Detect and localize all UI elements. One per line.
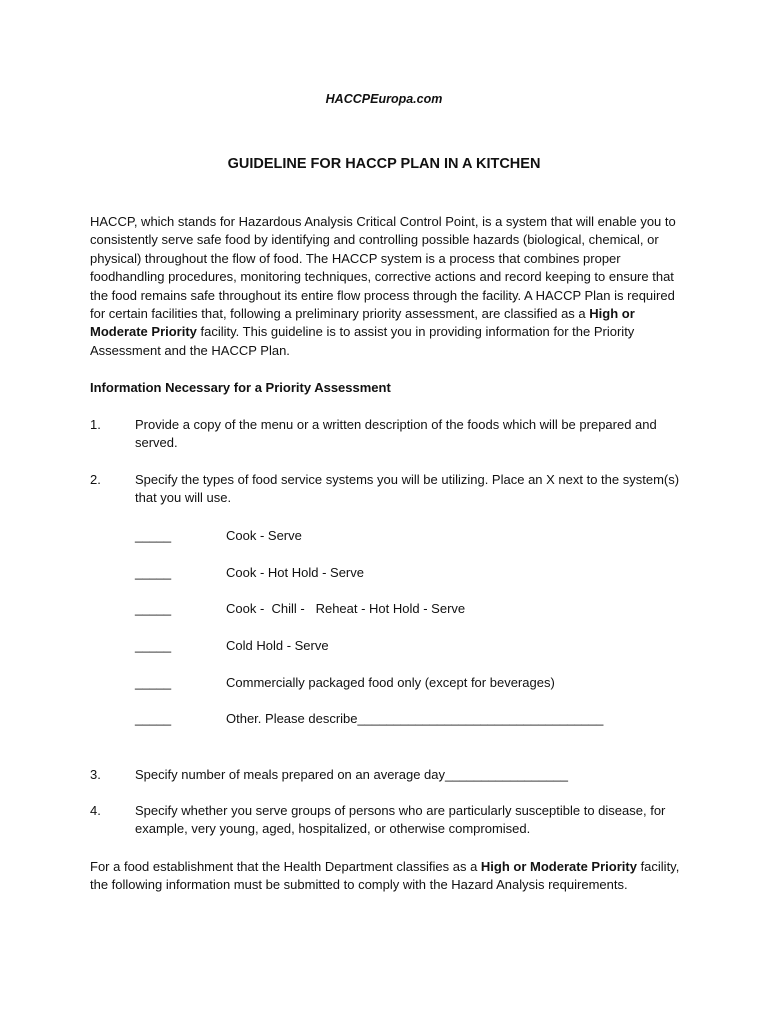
list-item-number: 1.	[90, 417, 101, 432]
option-blank[interactable]: _____	[135, 711, 172, 726]
option-blank[interactable]: _____	[135, 565, 172, 580]
list-item-number: 4.	[90, 803, 101, 818]
intro-bold-priority: High or Moderate Priority	[90, 306, 635, 340]
list-item-number: 3.	[90, 767, 101, 782]
option-label: Cold Hold - Serve	[226, 638, 329, 653]
intro-paragraph	[90, 213, 680, 360]
list-item-number: 2.	[90, 472, 101, 487]
closing-paragraph	[90, 858, 680, 895]
option-blank[interactable]: _____	[135, 638, 172, 653]
list-item-text: Specify whether you serve groups of persons who are particularly susceptible to disease, for example, very young, aged, hospitalized, or otherwise compromised.	[135, 803, 666, 837]
list-item-text: Specify number of meals prepared on an average day_________________	[135, 767, 568, 782]
section-heading: Information Necessary for a Priority Assessment	[90, 380, 391, 395]
closing-bold-priority: High or Moderate Priority	[480, 859, 637, 874]
closing-text-a: For a food establishment that the Health Department classifies as a	[90, 859, 481, 874]
intro-text-b: facility. This guideline is to assist you in providing information for the Priority Assessment and the HACCP Plan.	[90, 324, 635, 358]
option-row	[135, 527, 635, 545]
list-item-2	[90, 471, 690, 508]
option-row	[135, 600, 635, 618]
option-blank[interactable]: _____	[135, 528, 172, 543]
option-row	[135, 674, 635, 692]
option-row	[135, 710, 635, 728]
option-label: Other. Please describe__________________________________	[226, 711, 604, 726]
option-label: Cook - Hot Hold - Serve	[226, 565, 364, 580]
list-item-text: Specify the types of food service systems you will be utilizing. Place an X next to the system(s) that you will use.	[135, 472, 680, 506]
list-item-4	[90, 802, 690, 839]
intro-text-a: HACCP, which stands for Hazardous Analysis Critical Control Point, is a system that will enable you to consistently serve safe food by identifying and controlling possible hazards (biological, chemical, or physical) throughout the flow of food. The HACCP system is a process that combines proper foodhandling procedures, monitoring techniques, corrective actions and record keeping to ensure that the food remains safe throughout its entire flow process through the facility. A HACCP Plan is required for certain facilities that, following a preliminary priority assessment, are classified as a	[90, 214, 676, 322]
option-label: Cook - Chill - Reheat - Hot Hold - Serve	[226, 601, 466, 616]
list-item-1	[90, 416, 690, 453]
list-item-text: Provide a copy of the menu or a written description of the foods which will be prepared and served.	[135, 417, 657, 451]
option-blank[interactable]: _____	[135, 601, 172, 616]
option-row	[135, 637, 635, 655]
site-header: HACCPEuropa.com	[325, 92, 443, 106]
option-row	[135, 564, 635, 582]
option-label: Commercially packaged food only (except for beverages)	[226, 675, 555, 690]
option-label: Cook - Serve	[226, 528, 302, 543]
option-blank[interactable]: _____	[135, 675, 172, 690]
closing-text-b: facility, the following information must be submitted to comply with the Hazard Analysis requirements.	[90, 859, 680, 893]
list-item-3	[90, 766, 690, 784]
document-title: GUIDELINE FOR HACCP PLAN IN A KITCHEN	[227, 156, 541, 172]
